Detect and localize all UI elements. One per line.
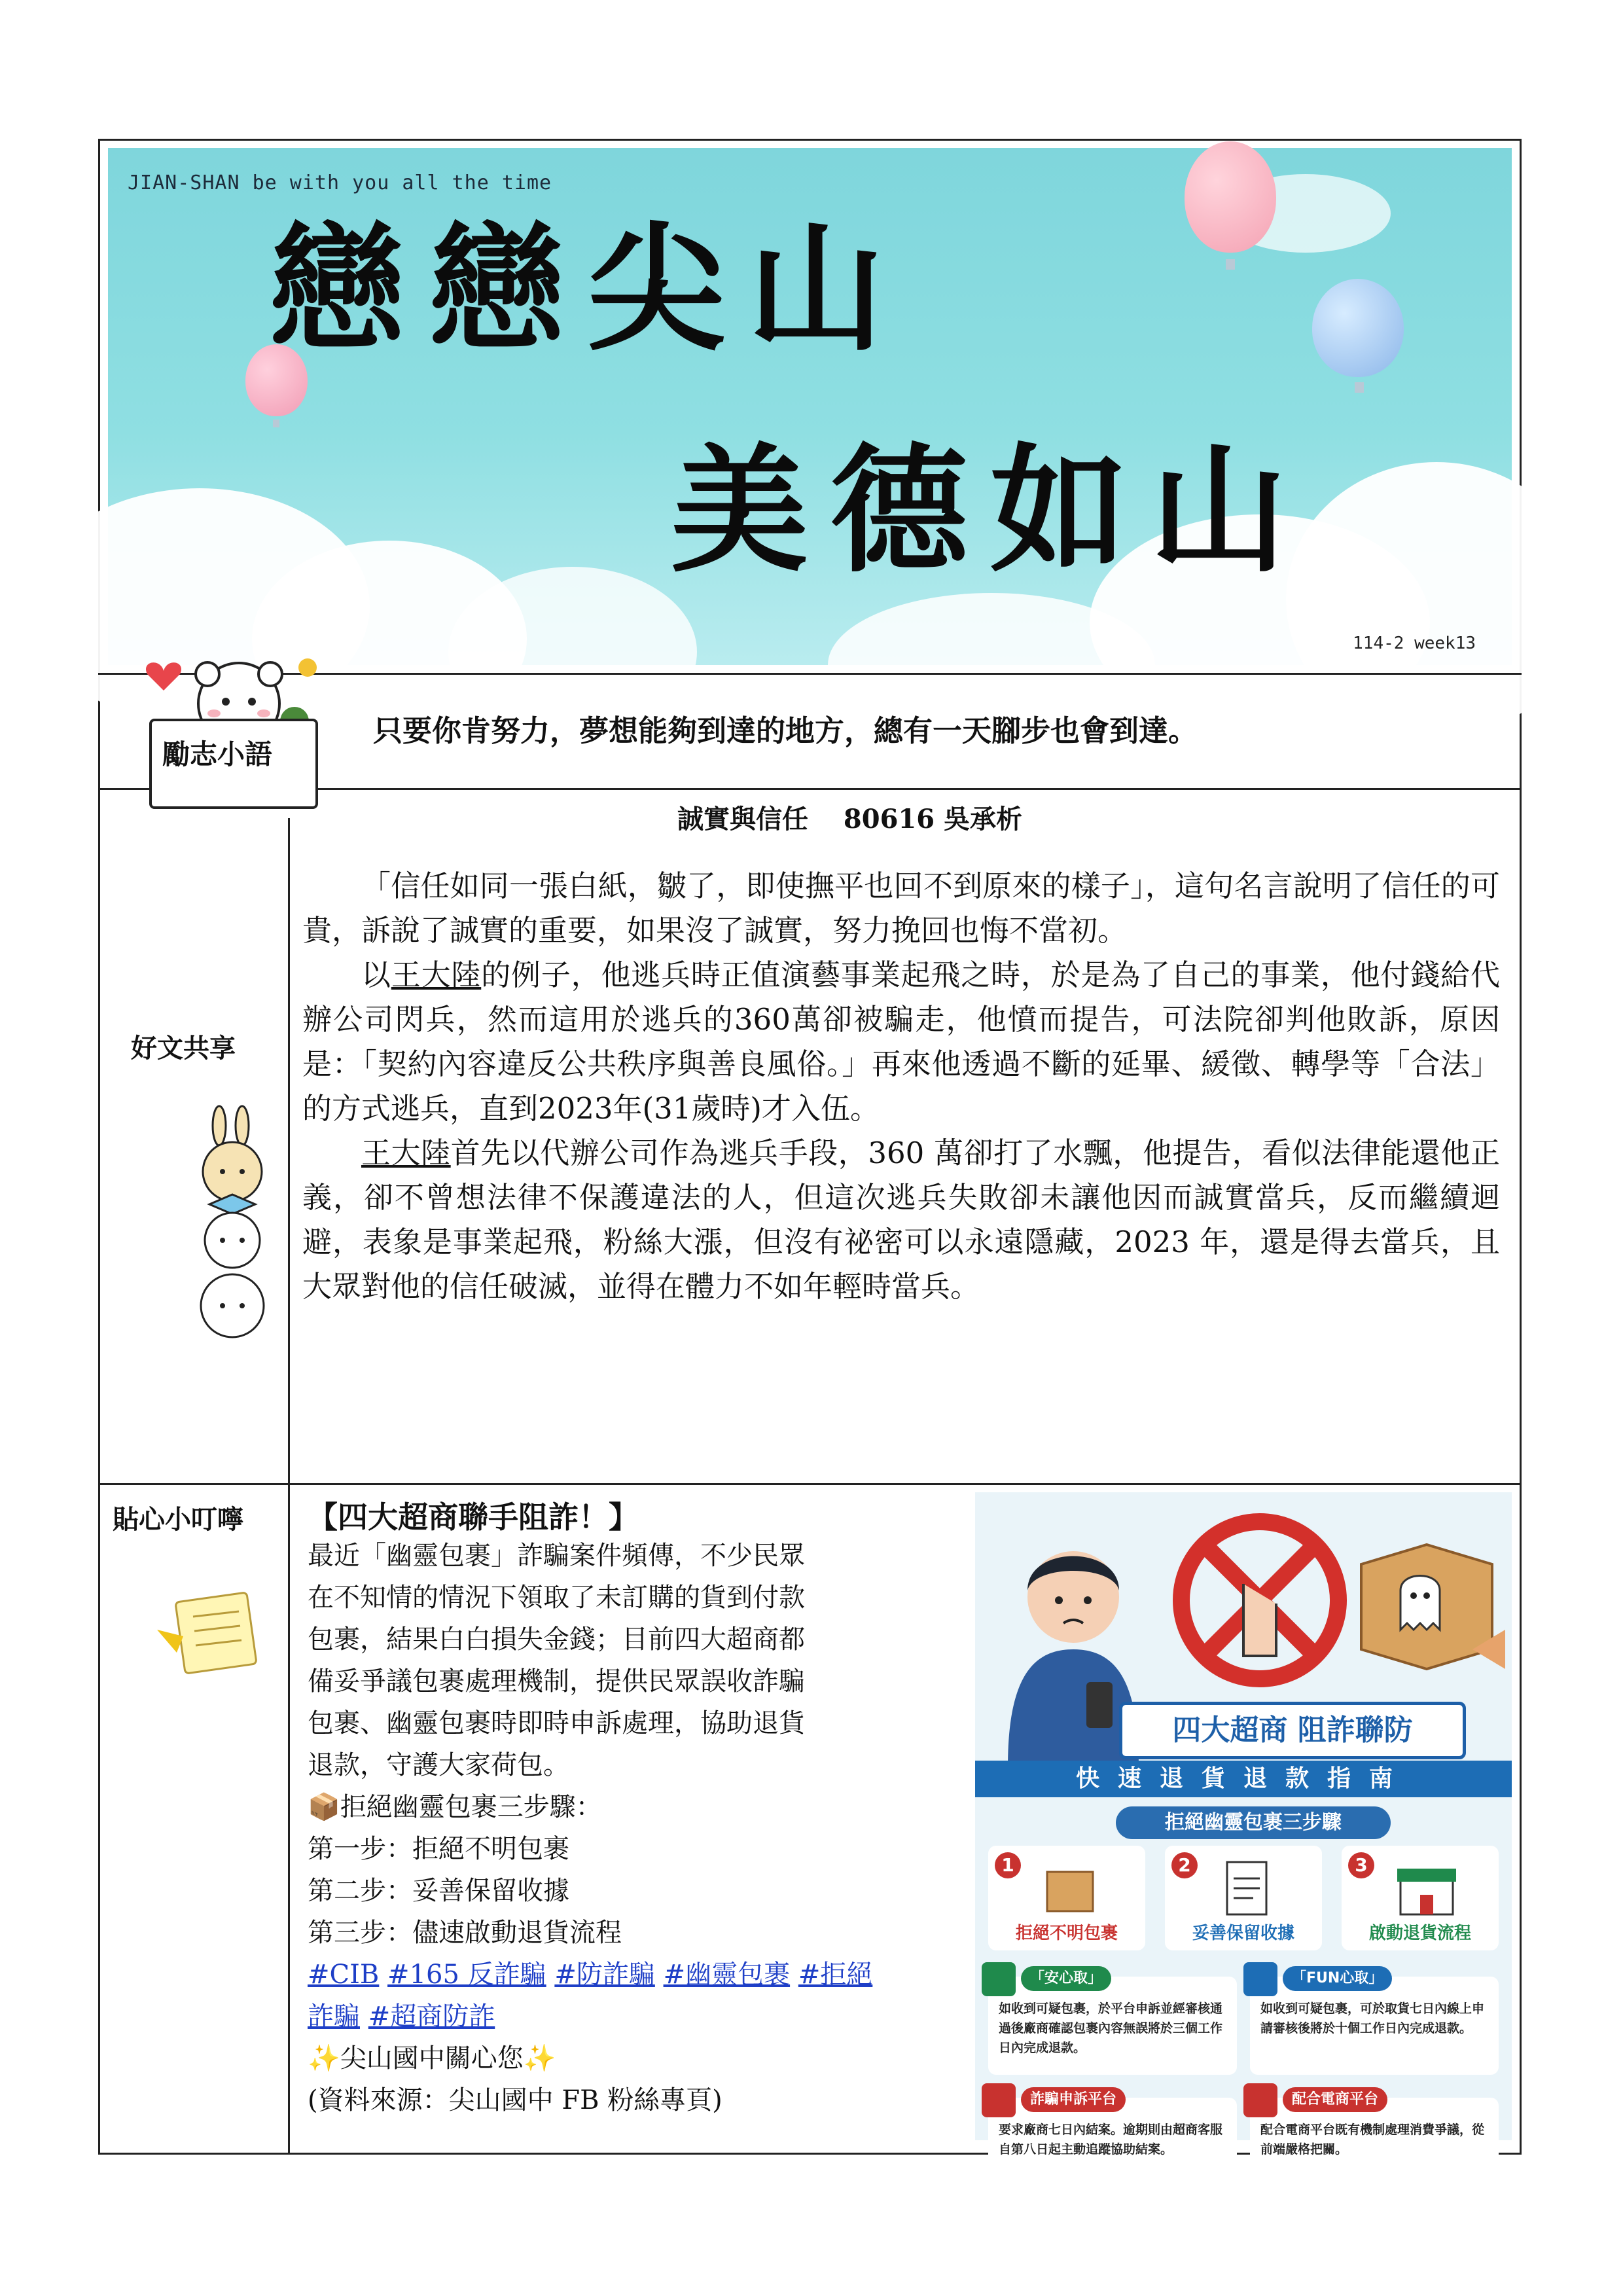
infographic-steps-title: 拒絕幽靈包裹三步驟 xyxy=(1116,1806,1391,1839)
article-paragraph: 「信任如同一張白紙，皺了，即使撫平也回不到原來的樣子」，這句名言說明了信任的可貴，訴說了誠實的重要，如果沒了誠實，努力挽回也悔不當初。 xyxy=(302,869,1500,948)
info-card-ibon: 「安心取」 如收到可疑包裹，於平台申訴並經審核通過後廠商確認包裹內容無誤將於三個工作日內完成退款。 xyxy=(988,1977,1237,2075)
invoice-icon xyxy=(1217,1859,1276,1918)
step-item: 第二步：妥善保留收據 xyxy=(308,1876,569,1906)
header-banner xyxy=(108,148,1512,665)
store-icon xyxy=(1394,1859,1459,1918)
box-icon xyxy=(1041,1862,1099,1914)
prohibit-icon xyxy=(1165,1505,1355,1695)
step-item: 第一步：拒絕不明包裹 xyxy=(308,1834,569,1864)
hashtag-link[interactable]: #幽靈包裹 xyxy=(663,1960,791,1990)
store-logo-icon xyxy=(982,2083,1016,2117)
hashtag-link[interactable]: #超商防詐 xyxy=(368,2001,495,2032)
tips-title: 【四大超商聯手阻詐！】 xyxy=(308,1499,639,1535)
newsletter-title-line1: 戀戀尖山 xyxy=(268,209,908,370)
tips-body: 最近「幽靈包裹」詐騙案件頻傳，不少民眾 在不知情的情況下領取了未訂購的貨到付款 包裹，結果白白損失金錢；目前四大超商都 備妥爭議包裹處理機制，提供民眾誤收詐騙 包裹、幽靈包裹時即時申訴處理，協助退貨 退款，守護大家荷包。 📦拒絕幽靈包裹三步驟： 第一步：拒絕不明包裹 第二步：妥善保留收據 第三步：儘速啟動退貨流程 #CIB #165 反詐騙 #防詐騙 #幽靈包裹 #拒絕 詐騙 #超商防詐 ✨尖山國中關心您✨ (資料來源：尖山國中 FB 粉絲專頁) xyxy=(308,1535,955,2121)
infographic-banner: 四大超商 阻詐聯防 xyxy=(1119,1702,1466,1759)
info-card-hilife: 詐騙申訴平台 要求廠商七日內結案。逾期則由超商客服自第八日起主動追蹤協助結案。 xyxy=(988,2098,1237,2189)
hashtag-link[interactable]: #165 反詐騙 xyxy=(387,1960,546,1990)
source-note: (資料來源：尖山國中 FB 粉絲專頁) xyxy=(308,2085,722,2115)
article-body xyxy=(302,864,1500,1309)
header-tagline: JIAN-SHAN be with you all the time xyxy=(128,171,552,194)
divider xyxy=(98,1483,1522,1485)
infographic-subtitle: 快速退貨退款指南 xyxy=(975,1761,1512,1797)
hashtag-link[interactable]: #防詐騙 xyxy=(554,1960,655,1990)
care-text: 尖山國中關心您 xyxy=(340,2043,524,2073)
divider xyxy=(288,1483,290,2155)
hashtag-link[interactable]: 詐騙 xyxy=(308,2001,360,2032)
infographic-step-3: 3 啟動退貨流程 xyxy=(1342,1846,1499,1950)
store-logo-icon xyxy=(982,1962,1016,1996)
ghost-package-icon xyxy=(1342,1518,1505,1682)
info-card-ok: 配合電商平台 配合電商平台既有機制處理消費爭議，從前端嚴格把關。 xyxy=(1250,2098,1499,2189)
store-logo-icon xyxy=(1243,1962,1277,1996)
anti-fraud-infographic xyxy=(975,1492,1512,2157)
note-paper-icon xyxy=(154,1590,265,1676)
sparkle-icon: ✨ xyxy=(523,2043,556,2073)
step-item: 第三步：儘速啟動退貨流程 xyxy=(308,1918,622,1948)
divider xyxy=(288,818,290,1499)
hashtag-row xyxy=(308,1996,955,2037)
info-card-familymart: 「FUN心取」 如收到可疑包裹，可於取貨七日內線上申請審核後將於十個工作日內完成退款。 xyxy=(1250,1977,1499,2075)
article-title: 誠實與信任 80616 吳承析 xyxy=(677,804,1023,834)
hashtag-link[interactable]: #拒絕 xyxy=(798,1960,873,1990)
article-paragraph: 王大陸首先以代辦公司作為逃兵手段，360 萬卻打了水飄，他提告，看似法律能還他正義，卻不曾想法律不保護違法的人，但這次逃兵失敗卻未讓他因而誠實當兵，反而繼續迴避，表象是事業起飛，粉絲大漲，但沒有祕密可以永遠隱藏，2023 年，還是得去當兵，且大眾對他的信任破滅，並得在體力不如年輕時當兵。 xyxy=(302,1136,1500,1304)
motto-badge-label: 勵志小語 xyxy=(162,738,273,770)
motto-text: 只要你肯努力，夢想能夠到達的地方，總有一天腳步也會到達。 xyxy=(373,713,1198,748)
package-icon: 📦 xyxy=(308,1792,340,1822)
section-label-article: 好文共享 xyxy=(131,1033,236,1064)
infographic-step-1: 1 拒絕不明包裹 xyxy=(988,1846,1145,1950)
hashtag-link[interactable]: #CIB xyxy=(308,1960,380,1990)
infographic-step-2: 2 妥善保留收據 xyxy=(1165,1846,1322,1950)
balloon-icon xyxy=(1185,141,1276,253)
issue-week: 114-2 week13 xyxy=(1353,634,1476,653)
hashtag-row xyxy=(308,1954,955,1996)
section-label-tips: 貼心小叮嚀 xyxy=(113,1505,243,1535)
sparkle-icon: ✨ xyxy=(308,2043,340,2073)
store-logo-icon xyxy=(1243,2083,1277,2117)
bunny-stack-icon xyxy=(190,1113,288,1348)
balloon-icon xyxy=(1312,279,1404,377)
article-paragraph: 以王大陸的例子，他逃兵時正值演藝事業起飛之時，於是為了自己的事業，他付錢給代辦公司閃兵，然而這用於逃兵的360萬卻被騙走，他憤而提告，可法院卻判他敗訴，原因是：「契約內容違反公共秩序與善良風俗。」再來他透過不斷的延畢、緩徵、轉學等「合法」的方式逃兵，直到2023年(31歲時)才入伍。 xyxy=(302,958,1500,1126)
newsletter-title-line2: 美德如山 xyxy=(671,431,1310,591)
